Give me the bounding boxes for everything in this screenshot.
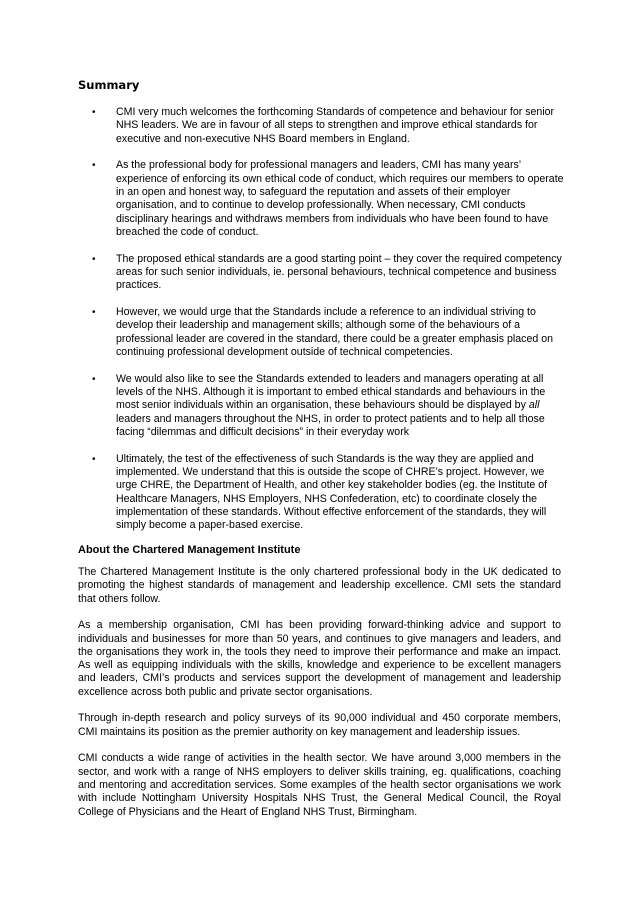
bullet-text: CMI very much welcomes the forthcoming Standards of competence and behaviour for senior NHS leaders. We are in favour of all steps to strengthen and improve ethical standards for executive and non-executive NHS Board members in England.	[116, 106, 555, 145]
about-paragraph: The Chartered Management Institute is the only chartered professional body in the UK dedicated to promoting the highest standards of management and leadership excellence. CMI sets the standard that others follow.	[78, 566, 561, 605]
summary-bullet-list	[78, 106, 564, 546]
bullet-text: However, we would urge that the Standards include a reference to an individual striving to develop their leadership and management skills; although some of the behaviours of a professional leader are covered in the standard, there could be a greater emphasis placed on continuing professional development outside of technical competencies.	[116, 306, 553, 358]
bullet-icon: •	[92, 307, 96, 319]
bullet-text: As the professional body for professional managers and leaders, CMI has many years’ experience of enforcing its own ethical code of conduct, which requires our members to operate in an open and honest way, to safeguard the reputation and assets of their employer organisation, and to continue to develop professionally. When necessary, CMI conducts disciplinary hearings and withdraws members from individuals who have been found to have breached the code of conduct.	[116, 159, 564, 238]
summary-bullet	[78, 159, 564, 239]
bullet-icon: •	[92, 253, 96, 265]
bullet-text: The proposed ethical standards are a good starting point – they cover the required competency areas for such senior individuals, ie. personal behaviours, technical competence and business practices.	[116, 252, 562, 292]
about-section	[78, 566, 561, 832]
summary-bullet	[78, 453, 564, 533]
about-heading: About the Chartered Management Institute	[78, 544, 301, 556]
summary-heading: Summary	[78, 78, 140, 92]
bullet-text-after: leaders and managers throughout the NHS, in order to protect patients and to help all those facing “dilemmas and difficult decisions” in their everyday work	[116, 412, 545, 438]
bullet-text: Ultimately, the test of the effectiveness of such Standards is the way they are applied and implemented. We understand that this is outside the scope of CHRE’s project. However, we urge CHRE, the Department of Health, and other key stakeholder bodies (eg. the Institute of Healthcare Managers, NHS Employers, NHS Confederation, etc) to coordinate closely the implementation of these standards. Without effective enforcement of the standards, they will simply become a paper-based exercise.	[116, 452, 548, 532]
about-paragraph: Through in-depth research and policy surveys of its 90,000 individual and 450 corporate members, CMI maintains its position as the premier authority on key management and leadership issues.	[78, 712, 561, 738]
bullet-text-emphasis: all	[528, 399, 540, 412]
bullet-text-before: We would also like to see the Standards extended to leaders and managers operating at all levels of the NHS. Although it is important to embed ethical standards and behaviours in the most senior individuals within an organisation, these behaviours should be displayed by	[116, 372, 546, 412]
bullet-icon: •	[92, 160, 96, 172]
about-paragraph: As a membership organisation, CMI has been providing forward-thinking advice and support to individuals and businesses for more than 50 years, and continues to give managers and leaders, and the organisations they work in, the tools they need to improve their performance and make an impact. As well as equipping individuals with the skills, knowledge and experience to be excellent managers and leaders, CMI’s products and services support the development of management and leadership excellence across both public and private sector organisations.	[78, 619, 561, 698]
about-paragraph: CMI conducts a wide range of activities in the health sector. We have around 3,000 members in the sector, and work with a range of NHS employers to deliver skills training, eg. qualifications, coaching and mentoring and accreditation services. Some examples of the health sector organisations we work with include Nottingham University Hospitals NHS Trust, the General Medical Council, the Royal College of Physicians and the Heart of England NHS Trust, Birmingham.	[78, 752, 561, 818]
summary-bullet	[78, 253, 564, 293]
summary-bullet	[78, 106, 564, 146]
summary-bullet	[78, 306, 564, 359]
bullet-icon: •	[92, 373, 96, 385]
bullet-icon: •	[92, 107, 96, 118]
bullet-icon: •	[92, 453, 96, 465]
summary-bullet	[78, 373, 564, 439]
